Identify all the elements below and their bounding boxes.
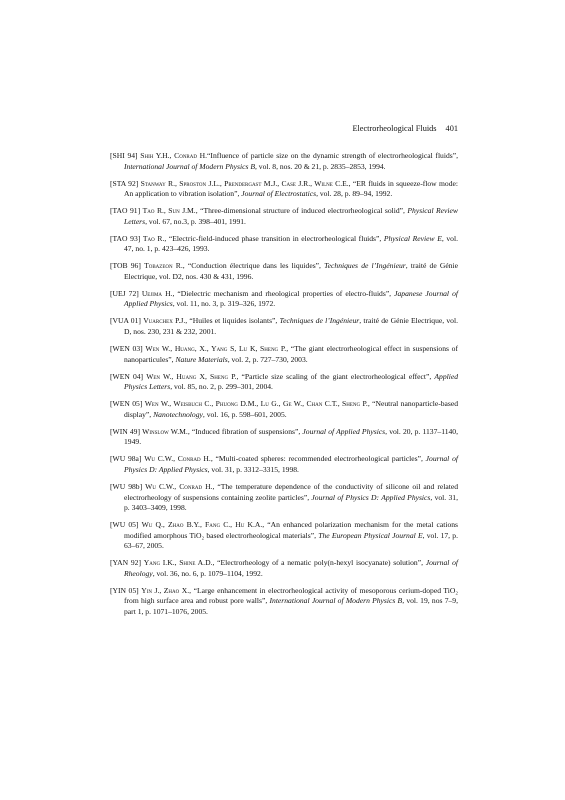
reference-entry — [110, 179, 458, 200]
reference-authors: Wu Q., Zhao B.Y., Fang C., Hu K.A. — [141, 520, 263, 530]
reference-text: , “Neutral nanoparticle-based display”, — [124, 399, 459, 419]
reference-journal: Nature Materials — [175, 354, 228, 364]
reference-details: , traité de Génie Electrique, vol. D2, nos. 430 & 431, 1996. — [124, 261, 459, 281]
reference-list — [110, 151, 458, 624]
reference-text: , “ER fluids in squeeze-flow mode: An application to vibration isolation”, — [124, 178, 458, 199]
reference-details: , vol. 20, p. 1137–1140, 1949. — [124, 426, 458, 447]
reference-text: , “Electrorheology of a nematic poly(n-hexyl isocyanate) solution”, — [212, 558, 426, 568]
reference-details: , traité de Génie Electrique, vol. D, nos. 230, 231 & 232, 2001. — [124, 316, 458, 337]
reference-key: [WU 98a] — [110, 454, 142, 464]
reference-journal: Physical Review Letters — [124, 206, 458, 226]
reference-details: , vol. 16, p. 598–601, 2005. — [202, 409, 287, 419]
reference-authors: Uejima H. — [141, 288, 173, 298]
reference-key: [STA 92] — [110, 178, 139, 188]
reference-authors: Stanway R., Sproston J.L., Prendergast M.J., Case J.R., Wilne C.E. — [140, 178, 349, 188]
reference-journal: Physical Review E — [383, 233, 442, 243]
reference-key: [WU 98b] — [110, 481, 143, 491]
reference-journal: Japanese Journal of Applied Physics — [124, 288, 458, 309]
reference-authors: Winslow W.M. — [142, 426, 188, 436]
reference-details: , vol. 19, nos 7–9, part 1, p. 1071–1076, 2005. — [124, 596, 458, 617]
reference-text: , “Huiles et liquides isolants”, — [185, 316, 280, 326]
reference-journal: International Journal of Modern Physics B — [269, 596, 403, 606]
reference-authors: Wu C.W., Conrad H. — [144, 454, 211, 464]
reference-entry — [110, 261, 458, 282]
reference-details: , vol. 31, p. 3312–3315, 1998. — [207, 464, 299, 474]
reference-authors: Wen W., Huang X, Sheng P. — [146, 371, 237, 381]
reference-entry — [110, 520, 458, 552]
reference-key: [WEN 04] — [110, 371, 144, 381]
reference-entry — [110, 372, 458, 393]
reference-details: , vol. 36, no. 6, p. 1079–1104, 1992. — [152, 568, 263, 578]
reference-journal: Journal of Rheology — [124, 558, 458, 578]
reference-details: , vol. 47, no. 1, p. 423–426, 1993. — [124, 233, 458, 254]
page-number: 401 — [445, 124, 458, 133]
reference-authors: Yang I.K., Shine A.D. — [143, 558, 213, 568]
reference-details: , vol. 67, no.3, p. 398–401, 1991. — [145, 216, 246, 226]
running-header — [110, 124, 458, 133]
reference-key: [WEN 05] — [110, 399, 143, 409]
reference-entry — [110, 558, 458, 579]
reference-authors: Tao R., Sun J.M. — [142, 206, 196, 216]
reference-authors: Tao R. — [142, 233, 165, 243]
reference-authors: Yin J., Zhao X. — [141, 585, 190, 595]
reference-key: [YAN 92] — [110, 558, 141, 568]
reference-journal: Techniques de l’Ingénieur — [324, 261, 406, 271]
reference-journal: Applied Physics Letters — [124, 371, 459, 392]
reference-entry — [110, 234, 458, 255]
running-title: Electrorheological Fluids — [352, 124, 437, 133]
reference-details: , vol. 17, p. 63–67, 2005. — [124, 530, 459, 551]
reference-key: [UEJ 72] — [110, 288, 139, 298]
reference-entry — [110, 586, 458, 618]
reference-key: [TAO 93] — [110, 233, 141, 243]
reference-text: , “Particle size scaling of the giant electrorheological effect”, — [236, 371, 435, 381]
reference-authors: Shih Y.H., Conrad H. — [140, 151, 208, 160]
reference-entry — [110, 427, 458, 448]
reference-details: , vol. 11, no. 3, p. 319–326, 1972. — [172, 299, 276, 309]
reference-entry — [110, 206, 458, 227]
reference-text: , “Three-dimensional structure of induced electrorheological solid”, — [195, 206, 408, 216]
reference-text: , “Induced fibration of suspensions”, — [187, 426, 303, 436]
reference-key: [WEN 03] — [110, 344, 143, 354]
reference-text: , “Dielectric mechanism and rheological properties of electro-fluids”, — [172, 288, 395, 298]
reference-details: , vol. 31, p. 3403–3409, 1998. — [124, 492, 458, 513]
reference-key: [WU 05] — [110, 520, 139, 530]
reference-journal: Techniques de l’Ingénieur — [279, 316, 360, 326]
reference-key: [TAO 91] — [110, 206, 141, 216]
reference-text: , “The giant electrorheological effect in suspensions of nanoparticules”, — [124, 344, 458, 364]
reference-journal: The European Physical Journal E — [318, 530, 423, 540]
reference-entry — [110, 289, 458, 310]
reference-journal: Journal of Applied Physics — [302, 426, 386, 436]
reference-authors: Vuarchex P.J. — [143, 316, 186, 326]
reference-authors: Wu C.W., Conrad H. — [145, 481, 213, 491]
reference-details: , vol. 2, p. 727–730, 2003. — [227, 354, 308, 364]
reference-text: , “The temperature dependence of the conductivity of silicone oil and related electrorheology of suspensions containing zeolite particles”, — [124, 481, 458, 502]
reference-authors: Wen W., Huang, X., Yang S, Lu K, Sheng P. — [145, 344, 287, 354]
reference-entry — [110, 344, 458, 365]
reference-text: , “Multi-coated spheres: recommended electrorheological particles”, — [210, 454, 426, 464]
reference-journal: Journal of Physics D: Applied Physics — [124, 454, 458, 474]
reference-details: , vol. 28, p. 89–94, 1992. — [316, 189, 393, 199]
reference-key: [SHI 94] — [110, 151, 138, 160]
reference-text: , “Electric-field-induced phase transition in electrorheological fluids”, — [164, 233, 384, 243]
reference-journal: Nanotechnology — [153, 409, 203, 419]
reference-key: [VUA 01] — [110, 316, 141, 326]
reference-journal: International Journal of Modern Physics B — [124, 161, 255, 171]
reference-details: , vol. 8, nos. 20 & 21, p. 2835–2853, 1994. — [254, 161, 386, 171]
reference-key: [WIN 49] — [110, 426, 140, 436]
reference-entry — [110, 482, 458, 514]
reference-text: , “Conduction électrique dans les liquides”, — [182, 261, 325, 271]
reference-entry — [110, 316, 458, 337]
reference-authors: Wen W., Weisbuch C., Phuong D.M., Lu G., Ge W., Chan C.T., Sheng P. — [144, 399, 368, 409]
reference-text: , “An enhanced polarization mechanism for the metal cations modified amorphous TiO₂ based electrorheological materials”, — [124, 520, 458, 540]
reference-entry — [110, 454, 458, 475]
reference-text: “Influence of particle size on the dynamic strength of electrorheological fluids”, — [207, 151, 458, 160]
reference-journal: Journal of Physics D: Applied Physics — [311, 492, 431, 502]
reference-text: , “Large enhancement in electrorheological activity of mesoporous cerium-doped TiO₂ from high surface area and robust pore walls”, — [124, 585, 458, 606]
reference-details: , vol. 85, no. 2, p. 299–301, 2004. — [170, 382, 273, 392]
reference-entry — [110, 399, 458, 420]
reference-journal: Journal of Electrostatics — [241, 189, 317, 199]
reference-entry — [110, 151, 458, 172]
reference-key: [TOB 96] — [110, 261, 141, 271]
reference-authors: Tobazeon R. — [144, 261, 183, 271]
reference-key: [YIN 05] — [110, 585, 139, 595]
